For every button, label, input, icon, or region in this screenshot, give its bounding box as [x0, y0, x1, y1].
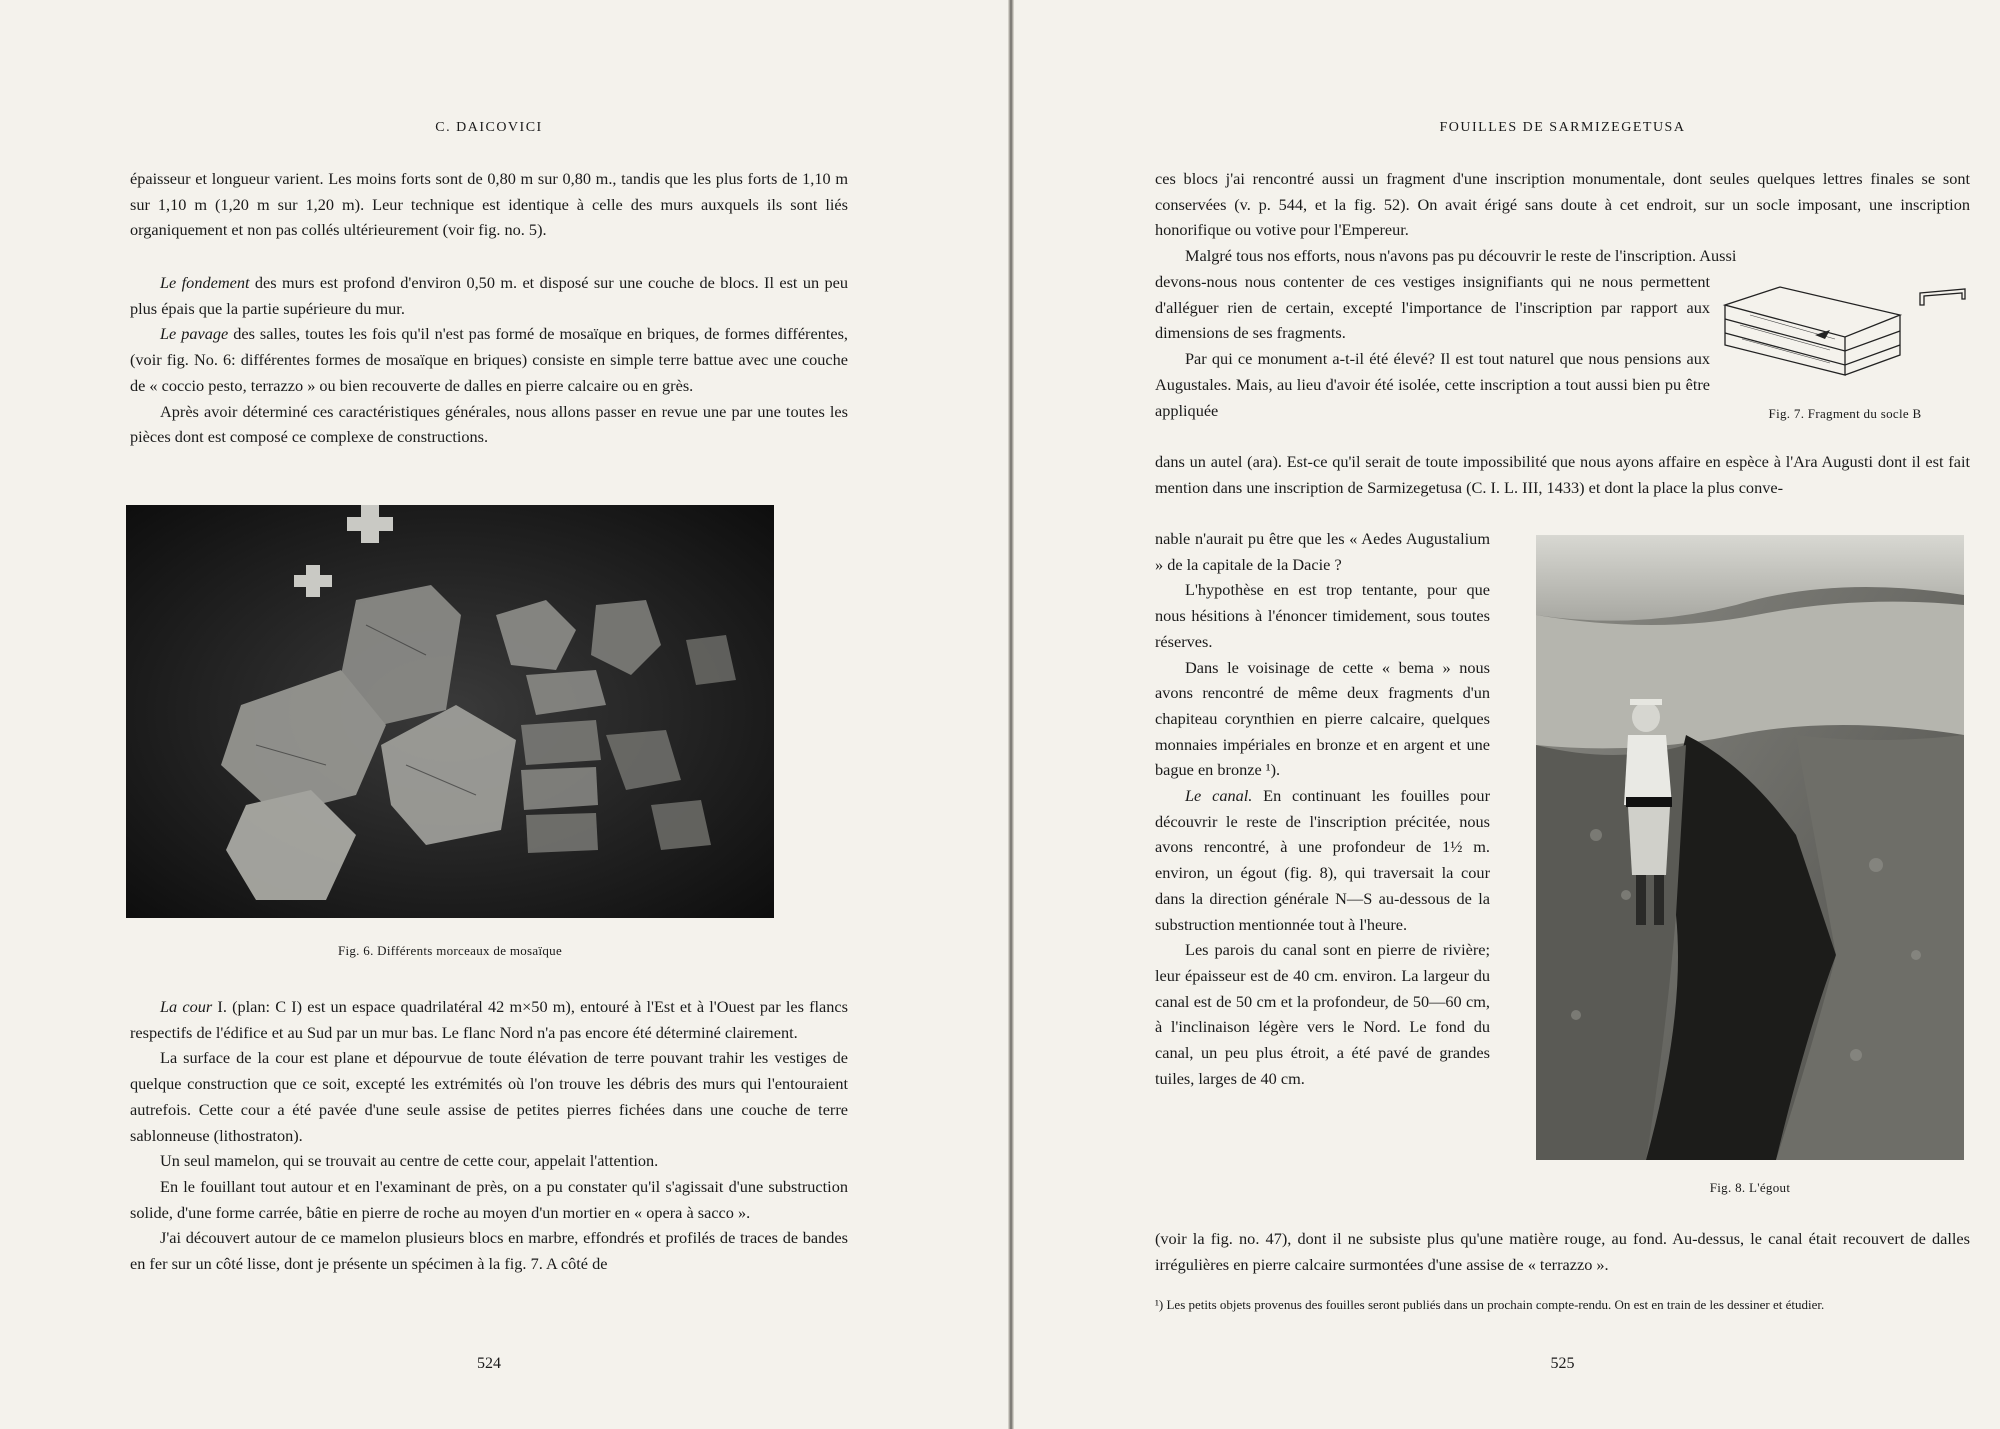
paragraph: Malgré tous nos efforts, nous n'avons pas pu découvrir le reste de l'inscription. Aussi [1185, 246, 1737, 266]
figure-6-photo [126, 505, 774, 918]
paragraph-parois: Les parois du canal sont en pierre de rivière; leur épaisseur est de 40 cm. environ. La largeur du canal est de 50 cm et la profondeur, de 50—60 cm, à l'inclinaison légère vers le Nord. Le fond du canal, un peu plus étroit, a été pavé de grandes tuiles, larges de 40 cm. [1155, 940, 1490, 1088]
paragraph: nable n'aurait pu être que les « Aedes Augustalium » de la capitale de la Dacie ? [1155, 529, 1490, 574]
paragraph: épaisseur et longueur varient. Les moins forts sont de 0,80 m sur 0,80 m., tandis que les plus forts de 1,10 m sur 1,10 m (1,20 m sur 1,20 m). Leur technique est identique à celle des murs auxquels ils sont liés organiquement et non pas collés ultérieurement (voir fig. no. 5). [130, 169, 848, 240]
egout-image [1536, 535, 1964, 1160]
paragraph: devons-nous nous contenter de ces vestiges insignifiants qui ne nous permettent d'alléguer rien de certain, excepté l'importance de l'inscription par rapport aux dimensions de ses fragments. [1155, 272, 1710, 343]
page-number-left: 524 [477, 1355, 501, 1372]
right-mid-text [1155, 449, 1970, 500]
paragraph-cour: La cour I. (plan: C I) est un espace quadrilatéral 42 m×50 m), entouré à l'Est et à l'Ouest par les flancs respectifs de l'édifice et au Sud par un mur bas. Le flanc Nord n'a pas encore été déterminé clairement. [130, 997, 848, 1042]
left-text-block-3 [130, 994, 848, 1277]
running-head-left: C. DAICOVICI [435, 120, 543, 135]
paragraph: (voir la fig. no. 47), dont il ne subsiste plus qu'une matière rouge, au fond. Au-dessus, le canal était recouvert de dalles irrégulières en pierre calcaire surmontées d'une assise de « terrazzo ». [1155, 1229, 1970, 1274]
left-text-block-2 [130, 270, 848, 450]
paragraph-fouillant: En le fouillant tout autour et en l'examinant de près, on a pu constater qu'il s'agissait d'une substruction solide, d'une forme carrée, bâtie en pierre de roche au moyen d'un mortier en « opera à sacco ». [130, 1176, 848, 1222]
right-column-text [1155, 526, 1490, 1091]
paragraph-canal: Le canal. En continuant les fouilles pour découvrir le reste de l'inscription précitée, nous avons rencontré, à une profondeur de 1½ m. environ, un égout (fig. 8), qui traversait la cour dans la direction générale N—S au-dessous de la substruction mentionnée tout à l'heure. [1155, 786, 1490, 934]
right-top-text [1155, 166, 1970, 269]
right-bottom-text [1155, 1226, 1970, 1277]
running-head-right: FOUILLES DE SARMIZEGETUSA [1439, 120, 1686, 135]
paragraph: ces blocs j'ai rencontré aussi un fragment d'une inscription monumentale, dont seules quelques lettres finales se sont conservées (v. p. 544, et la fig. 52). On avait érigé sans doute à cet endroit, sur un socle imposant, une inscription honorifique ou votive pour l'Empereur. [1155, 169, 1970, 240]
paragraph-mamelon: Un seul mamelon, qui se trouvait au centre de cette cour, appelait l'attention. [160, 1151, 659, 1171]
figure-6-caption: Fig. 6. Différents morceaux de mosaïque [337, 943, 563, 958]
left-text-block-1 [130, 166, 848, 243]
paragraph: Par qui ce monument a-t-il été élevé? Il est tout naturel que nous pensions aux Augustales. Mais, au lieu d'avoir été isolée, cette inscription a tout aussi bien pu être appliquée [1155, 349, 1710, 420]
book-gutter [1008, 0, 1014, 1429]
paragraph-surface: La surface de la cour est plane et dépourvue de toute élévation de terre pouvant trahir les vestiges de quelque construction que ce soit, excepté les extrémités où l'on trouve les débris des murs qui l'entouraient autrefois. Cette cour a été pavée d'une seule assise de petites pierres fichées dans une couche de terre sablonneuse (lithostraton). [130, 1048, 848, 1145]
figure-8-photo [1536, 535, 1964, 1160]
paragraph: L'hypothèse en est trop tentante, pour que nous hésitions à l'énoncer timidement, sous toutes réserves. [1155, 580, 1490, 651]
socle-drawing [1720, 275, 1970, 385]
footnote: ¹) Les petits objets provenus des fouilles seront publiés dans un prochain compte-rendu. On est en train de les dessiner et étudier. [1155, 1297, 1825, 1312]
right-fig7-text [1155, 269, 1710, 423]
figure-7-caption: Fig. 7. Fragment du socle B [1768, 406, 1922, 421]
page-number-right: 525 [1550, 1355, 1575, 1372]
mosaic-image [126, 505, 774, 918]
paragraph: dans un autel (ara). Est-ce qu'il serait de toute impossibilité que nous ayons affaire en espèce à l'Ara Augusti dont il est fait mention dans une inscription de Sarmizegetusa (C. I. L. III, 1433) et dont la place la plus conve- [1155, 452, 1970, 497]
figure-7-drawing [1720, 275, 1970, 385]
paragraph-blocs: J'ai découvert autour de ce mamelon plusieurs blocs en marbre, effondrés et profilés de traces de bandes en fer sur un côté lisse, dont je présente un spécimen à la fig. 7. A côté de [130, 1228, 848, 1274]
paragraph-pavage: Le pavage des salles, toutes les fois qu'il n'est pas formé de mosaïque en briques, de formes différentes, (voir fig. No. 6: différentes formes de mosaïque en briques) consiste en simple terre battue avec une couche de « coccio pesto, terrazzo » ou bien recouverte de dalles en pierre calcaire ou en grès. [130, 324, 849, 395]
paragraph-fondement: Le fondement des murs est profond d'environ 0,50 m. et disposé sur une couche de blocs. Il est un peu plus épais que la partie supérieure du mur. [130, 273, 848, 318]
paragraph-revue: Après avoir déterminé ces caractéristiques générales, nous allons passer en revue une par une toutes les pièces dont est composé ce complexe de constructions. [130, 401, 848, 447]
paragraph: Dans le voisinage de cette « bema » nous avons rencontré de même deux fragments d'un chapiteau corynthien en pierre calcaire, quelques monnaies impériales en bronze et en argent et une bague en bronze ¹). [1155, 657, 1490, 780]
figure-8-caption: Fig. 8. L'égout [1709, 1180, 1791, 1195]
right-page [1015, 0, 2000, 1429]
